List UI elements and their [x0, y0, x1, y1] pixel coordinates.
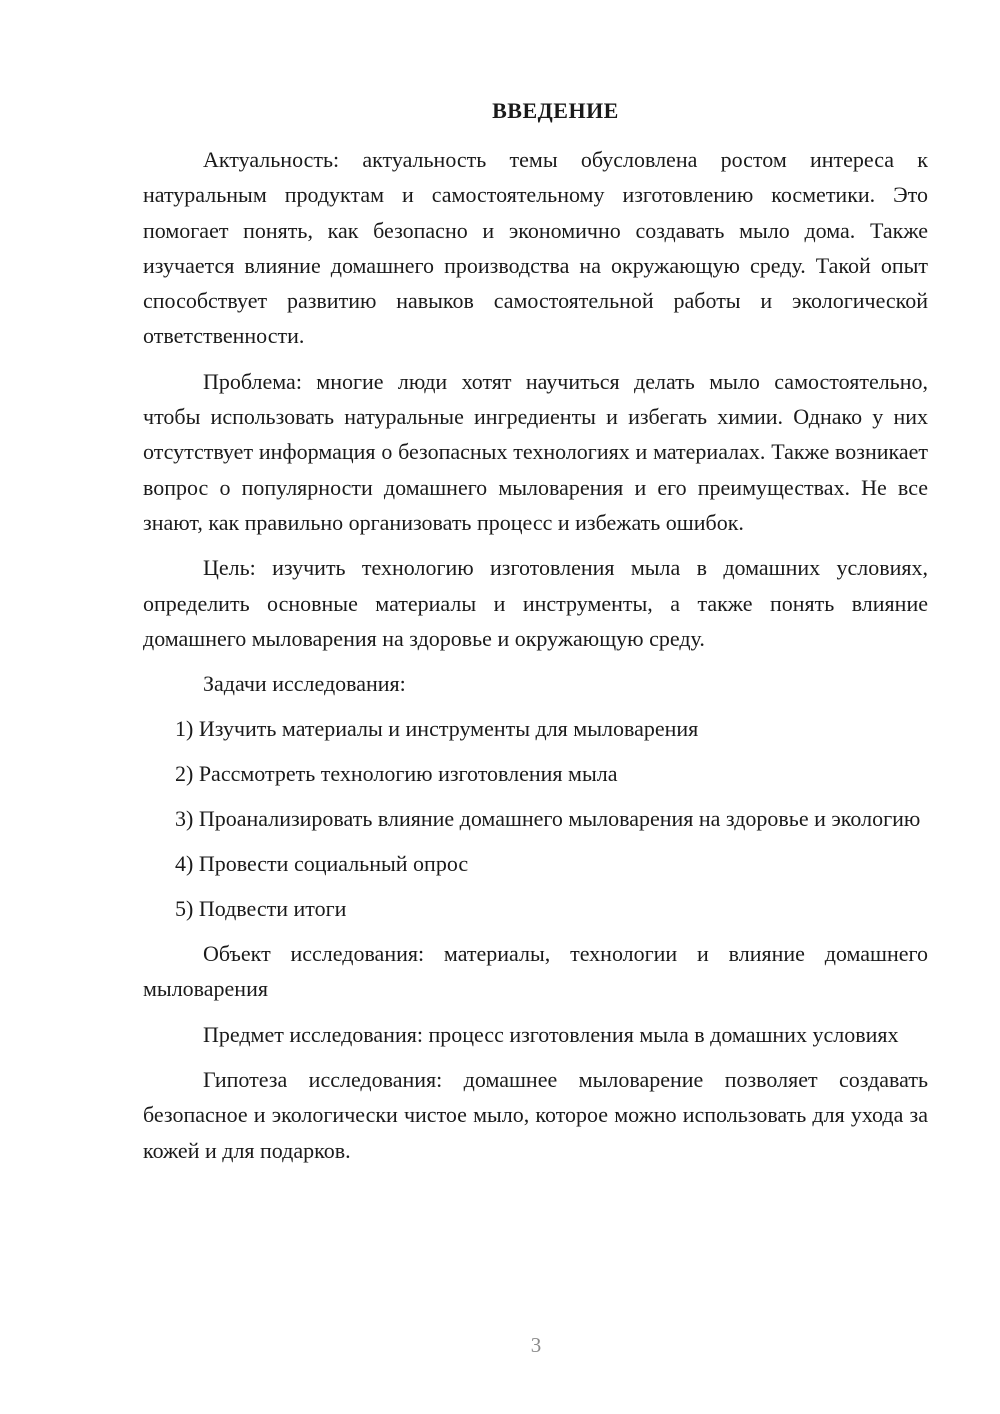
- page-number: 3: [530, 1333, 542, 1357]
- paragraph-subject: Предмет исследования: процесс изготовления мыла в домашних условиях: [203, 1021, 899, 1047]
- paragraph-goal: Цель: изучить технологию изготовления мыла в домашних условиях, определить основные материалы и инструменты, а также понять влияние домашнего мыловарения на здоровье и окружающую среду.: [143, 555, 928, 651]
- list-item: 3) Проанализировать влияние домашнего мыловарения на здоровье и экологию: [175, 806, 921, 832]
- list-item: 1) Изучить материалы и инструменты для мыловарения: [175, 716, 699, 742]
- paragraph-object: Объект исследования: материалы, технологии и влияние домашнего мыловарения: [143, 941, 928, 1002]
- paragraph-hypothesis: Гипотеза исследования: домашнее мыловарение позволяет создавать безопасное и экологически чистое мыло, которое можно использовать для ухода за кожей и для подарков.: [143, 1067, 928, 1163]
- paragraph-relevance: Актуальность: актуальность темы обусловлена ростом интереса к натуральным продуктам и самостоятельному изготовлению косметики. Это помогает понять, как безопасно и экономично создавать мыло дома. Также изучается влияние домашнего производства на окружающую среду. Такой опыт способствует развитию навыков самостоятельной работы и экологической ответственности.: [143, 147, 928, 349]
- document-page: [143, 94, 928, 1178]
- list-item: 2) Рассмотреть технологию изготовления мыла: [175, 761, 618, 787]
- section-title: ВВЕДЕНИЕ: [492, 98, 619, 123]
- tasks-list: [143, 711, 928, 926]
- list-item: 5) Подвести итоги: [175, 896, 347, 922]
- paragraph-problem: Проблема: многие люди хотят научиться делать мыло самостоятельно, чтобы использовать натуральные ингредиенты и избегать химии. Однако у них отсутствует информация о безопасных технологиях и материалах. Также возникает вопрос о популярности домашнего мыловарения и его преимуществах. Не все знают, как правильно организовать процесс и избежать ошибок.: [143, 368, 928, 535]
- list-item: 4) Провести социальный опрос: [175, 851, 469, 877]
- tasks-heading: Задачи исследования:: [203, 671, 406, 697]
